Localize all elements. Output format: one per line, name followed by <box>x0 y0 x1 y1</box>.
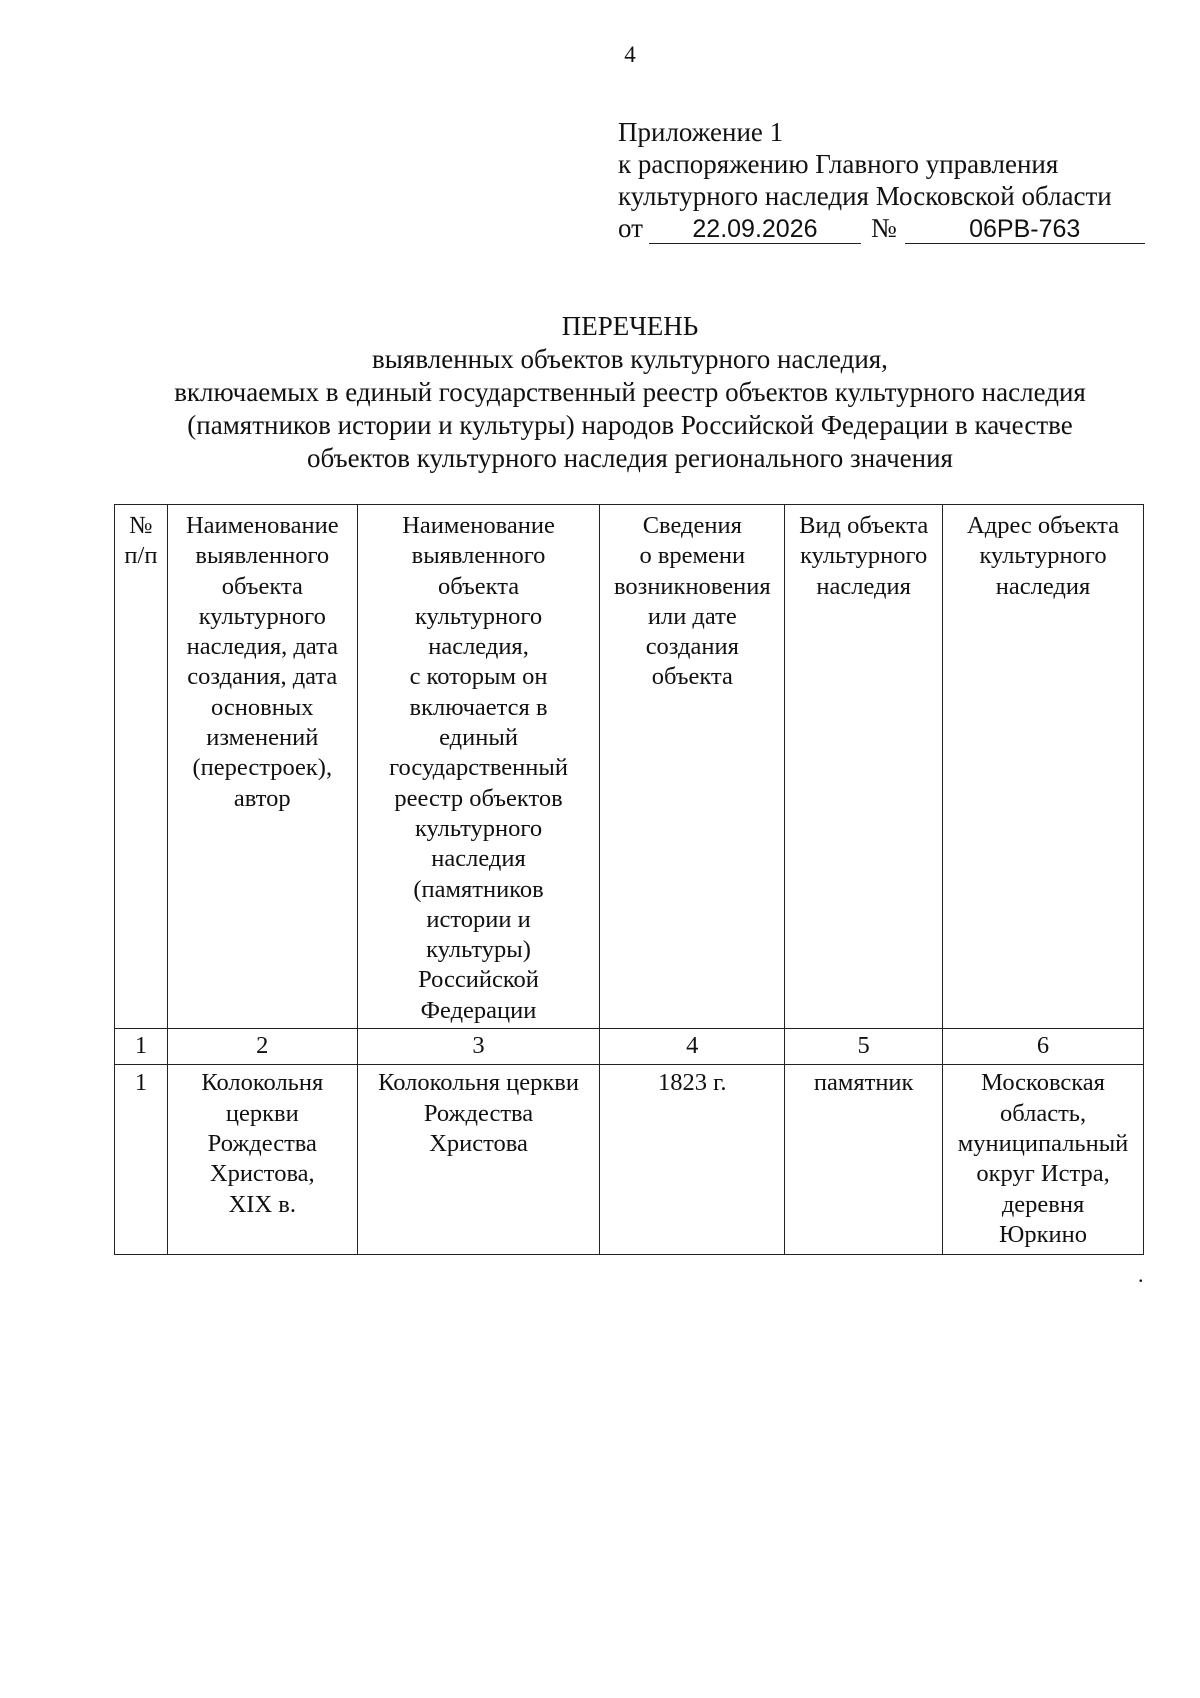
table-header-row <box>115 505 1144 1029</box>
appendix-authority-line: культурного наследия Московской области <box>618 181 1112 211</box>
column-numbering-row <box>115 1029 1144 1065</box>
header-object-type: Вид объекта культурного наследия <box>785 505 943 1029</box>
column-number: 3 <box>357 1029 600 1065</box>
cell-object-type: памятник <box>785 1065 943 1255</box>
cell-creation-date: 1823 г. <box>600 1065 785 1255</box>
date-prefix: от <box>618 213 643 243</box>
appendix-title: Приложение 1 <box>618 117 784 147</box>
cell-row-number: 1 <box>115 1065 168 1255</box>
column-number: 6 <box>943 1029 1144 1065</box>
heading-title: ПЕРЕЧЕНЬ <box>561 311 699 341</box>
column-number: 5 <box>785 1029 943 1065</box>
appendix-order-line: к распоряжению Главного управления <box>618 149 1059 179</box>
heading-line-4: объектов культурного наследия регионального значения <box>307 443 953 473</box>
appendix-date-number-line <box>618 212 1145 244</box>
heading-line-3: (памятников истории и культуры) народов Российской Федерации в качестве <box>187 410 1073 440</box>
table-row <box>115 1065 1144 1255</box>
page-number: 4 <box>624 42 636 67</box>
heading-line-1: выявленных объектов культурного наследия, <box>372 344 888 374</box>
cell-object-address: Московская область, муниципальный округ Истра, деревня Юркино <box>943 1065 1144 1255</box>
column-number: 2 <box>167 1029 357 1065</box>
column-number: 1 <box>115 1029 168 1065</box>
appendix-block <box>618 116 1145 244</box>
heading-line-2: включаемых в единый государственный реестр объектов культурного наследия <box>174 377 1086 407</box>
header-object-name: Наименование выявленного объекта культурного наследия, дата создания, дата основных изменений (перестроек), автор <box>167 505 357 1029</box>
heritage-objects-table <box>114 504 1144 1255</box>
header-object-address: Адрес объекта культурного наследия <box>943 505 1144 1029</box>
header-row-number: № п/п <box>115 505 168 1029</box>
cell-object-name: Колокольня церкви Рождества Христова, XIX в. <box>167 1065 357 1255</box>
cell-register-name: Колокольня церкви Рождества Христова <box>357 1065 600 1255</box>
header-creation-date: Сведения о времени возникновения или дате создания объекта <box>600 505 785 1029</box>
document-heading <box>120 310 1140 475</box>
header-register-name: Наименование выявленного объекта культурного наследия, с которым он включается в единый государственный реестр объектов культурного наследия (памятников истории и культуры) Российской Федерации <box>357 505 600 1029</box>
column-number: 4 <box>600 1029 785 1065</box>
number-prefix: № <box>870 213 897 243</box>
order-date-field: 22.09.2026 <box>649 216 861 244</box>
order-number-field: 06РВ-763 <box>905 216 1145 244</box>
trailing-mark: . <box>1138 1262 1144 1287</box>
